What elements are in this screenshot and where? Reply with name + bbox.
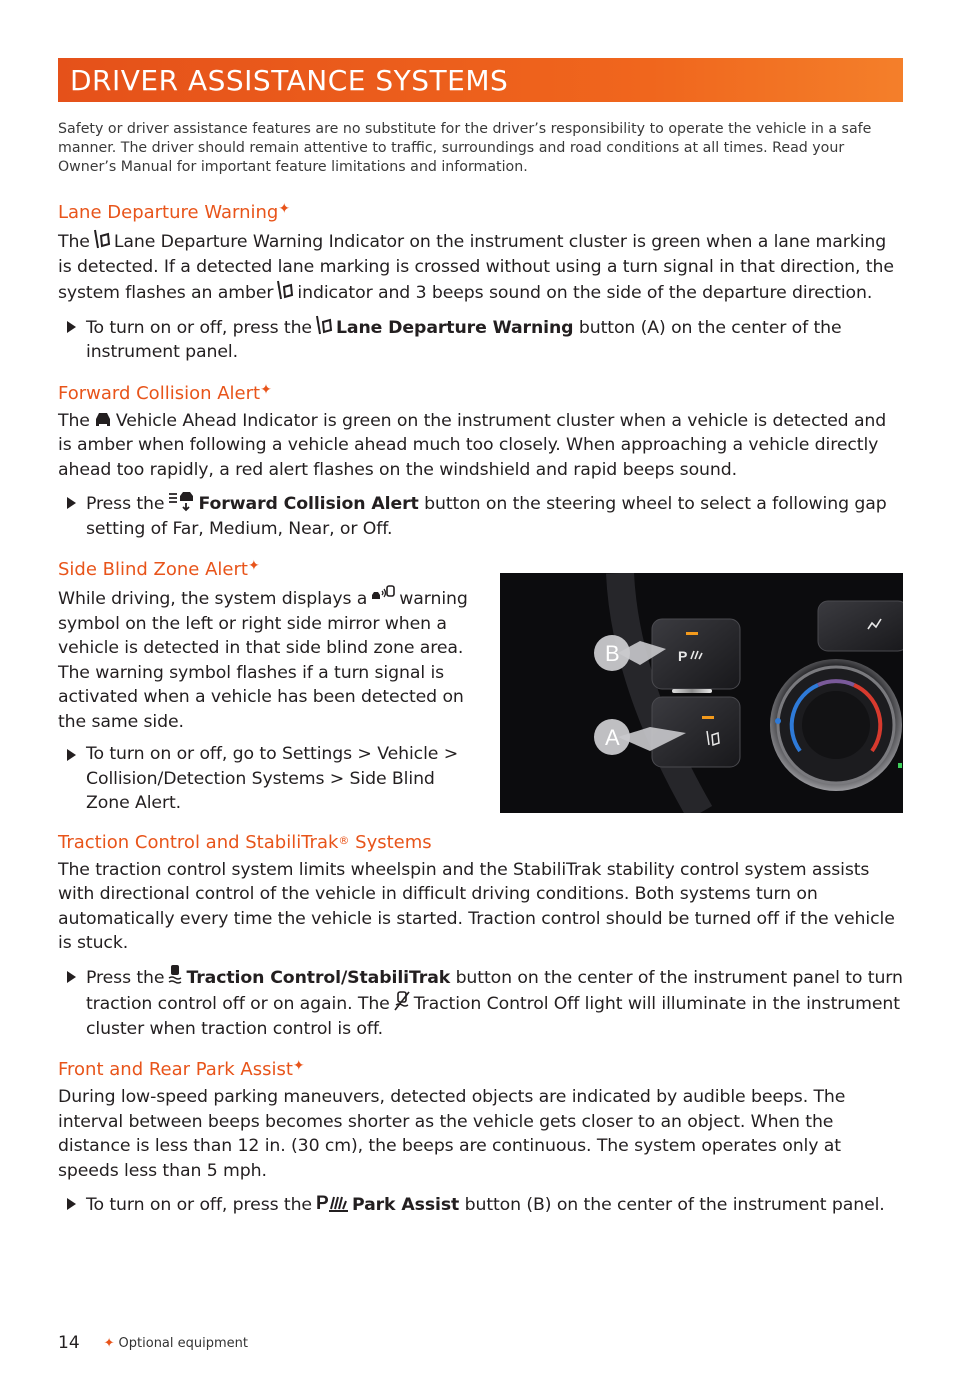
instrument-panel-illustration [500, 573, 903, 813]
bullet-triangle-icon [67, 749, 76, 761]
traction-control-button-icon [167, 964, 183, 986]
sbza-bullet: To turn on or off, go to Settings > Vehicle > Collision/Detection Systems > Side Blind Zone Alert. [58, 742, 478, 816]
lane-bullet: To turn on or off, press the Lane Departure Warning button (A) on the center of the instrument panel. [58, 314, 903, 365]
traction-bullet: Press the Traction Control/StabiliTrak button on the center of the instrument panel to turn traction control off or on again. The Traction Control Off light will illuminate in the instrument cluster when traction control is off. [58, 964, 903, 1042]
side-blind-zone-icon [370, 585, 396, 607]
svg-text:B: B [605, 641, 620, 666]
section-lane-departure [58, 196, 903, 365]
traction-control-off-icon [393, 990, 411, 1012]
heading-lane-departure: Lane Departure Warning✦ [58, 201, 291, 223]
fca-paragraph: The Vehicle Ahead Indicator is green on the instrument cluster when a vehicle is detected and is amber when following a vehicle ahead much too closely. When approaching a vehicle directly ahead too rapidly, a red alert flashes on the windshield and rapid beeps sound. [58, 410, 887, 480]
page-footer [58, 1333, 248, 1353]
instrument-panel-photo [500, 573, 903, 813]
bullet-triangle-icon [67, 497, 76, 509]
optional-marker: ✦ [260, 381, 272, 398]
fca-bullet: Press the Forward Collision Alert button on the steering wheel to select a following gap setting of Far, Medium, Near, or Off. [58, 490, 903, 541]
vehicle-ahead-icon [93, 411, 113, 429]
optional-marker: ✦ [278, 201, 291, 217]
intro-text: Safety or driver assistance features are no substitute for the driver’s responsibility to operate the vehicle in a safe manner. The driver should remain attentive to traffic, surroundings and road conditions at all times. Read your Owner’s Manual for important feature limitations and information. [58, 121, 872, 175]
sbza-paragraph: While driving, the system displays a warning symbol on the left or right side mirror when a vehicle is detected in that side blind zone area. The warning symbol flashes if a turn signal is activated when a vehicle has been detected on the same side. [58, 585, 478, 734]
heading-park-assist: Front and Rear Park Assist✦ [58, 1058, 305, 1080]
section-traction-control [58, 828, 903, 1042]
traction-paragraph: The traction control system limits wheelspin and the StabiliTrak stability control system assists with directional control of the vehicle in difficult driving conditions. Both systems turn on automatically every time the vehicle is started. Traction control should be turned off if the vehicle is stuck. [58, 859, 895, 953]
page-number: 14 [58, 1333, 80, 1353]
svg-text:P: P [315, 1193, 329, 1213]
optional-equipment-note: ✦ Optional equipment [103, 1335, 248, 1351]
lane-departure-amber-icon [276, 279, 294, 301]
lane-departure-button-icon [315, 314, 333, 336]
lane-paragraph: The Lane Departure Warning Indicator on the instrument cluster is green when a lane marking is detected. If a detected lane marking is crossed without using a turn signal in that direction, the system flashes an amber indicator and 3 beeps sound on the side of the departure direction. [58, 228, 903, 306]
heading-side-blind-zone: Side Blind Zone Alert✦ [58, 558, 260, 580]
section-park-assist [58, 1053, 903, 1218]
park-assist-button-icon [315, 1191, 349, 1213]
banner-title: DRIVER ASSISTANCE SYSTEMS [70, 63, 509, 97]
bullet-triangle-icon [67, 971, 76, 983]
lane-departure-icon [93, 228, 111, 250]
heading-forward-collision: Forward Collision Alert✦ [58, 381, 272, 404]
heading-traction-control: Traction Control and StabiliTrak® Systems [58, 831, 432, 853]
bullet-triangle-icon [67, 1198, 76, 1210]
bullet-triangle-icon [67, 321, 76, 333]
svg-text:A: A [605, 725, 620, 750]
svg-text:P: P [678, 648, 688, 664]
forward-collision-button-icon [167, 490, 195, 512]
section-forward-collision [58, 377, 903, 542]
park-paragraph: During low-speed parking maneuvers, detected objects are indicated by audible beeps. The interval between beeps becomes shorter as the vehicle gets closer to an object. When the distance is less than 12 in. (30 cm), the beeps are continuous. The system operates only at speeds less than 5 mph. [58, 1087, 846, 1181]
park-bullet: To turn on or off, press the P Park Assist button (B) on the center of the instrument panel. [58, 1191, 903, 1218]
optional-marker: ✦ [292, 1058, 305, 1074]
optional-marker: ✦ [247, 558, 260, 574]
section-banner [58, 58, 903, 102]
